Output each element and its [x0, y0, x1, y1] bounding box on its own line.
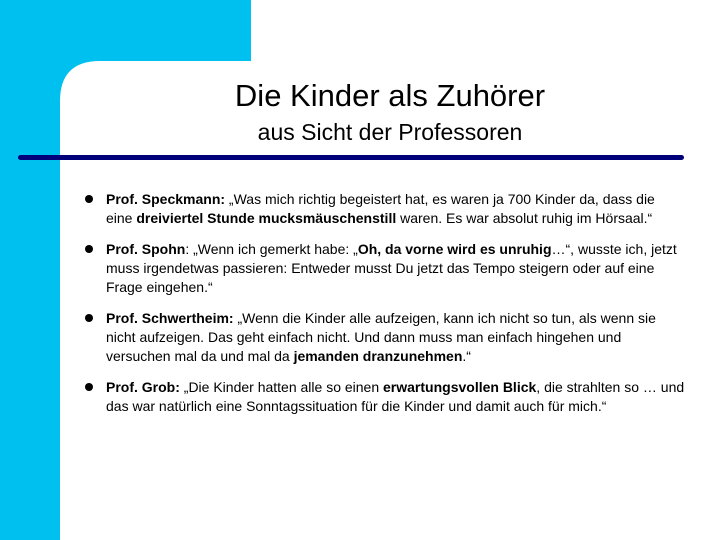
quote-text [106, 241, 677, 295]
quote-text [106, 379, 684, 414]
quote-emphasis: Oh, da vorne wird es unruhig [357, 241, 552, 257]
bullet-dot-icon [85, 383, 93, 391]
slide-title: Die Kinder als Zuhörer [234, 78, 546, 113]
corner-curve-shape [60, 61, 100, 101]
quote-segment: …“, wusste ich, jetzt muss irgendetwas passieren: Entweder musst Du jetzt das Tempo steigern oder auf eine Frage eingehen.“ [106, 241, 677, 295]
list-item [85, 190, 685, 228]
speaker-name: Prof. Spohn [106, 241, 186, 257]
list-item [85, 240, 685, 297]
corner-curve-decoration [60, 61, 100, 101]
quote-emphasis: dreiviertel Stunde mucksmäuschenstill [136, 210, 397, 226]
bullet-dot-icon [85, 314, 93, 322]
quote-segment: , die strahlten so … und das war natürlich eine Sonntagssituation für die Kinder und damit auch für mich.“ [106, 379, 685, 414]
quote-emphasis: erwartungsvollen Blick [383, 379, 537, 395]
list-item [85, 378, 685, 416]
quote-segment: „Die Kinder hatten alle so einen [179, 379, 384, 395]
slide-subtitle: aus Sicht der Professoren [257, 119, 523, 145]
title-divider [18, 155, 684, 160]
quote-segment: waren. Es war absolut ruhig im Hörsaal.“ [396, 210, 653, 226]
speaker-name: Prof. Speckmann: [106, 191, 226, 207]
bullet-dot-icon [85, 245, 93, 253]
top-accent-block [0, 0, 251, 61]
left-accent-bar [0, 0, 60, 540]
quote-text [106, 191, 655, 226]
quote-list [85, 190, 685, 428]
speaker-name: Prof. Schwertheim: [106, 310, 234, 326]
quote-text [106, 310, 656, 364]
list-item [85, 309, 685, 366]
quote-segment: „Was mich richtig begeistert hat, es waren ja 700 Kinder da, dass die eine [106, 191, 655, 226]
bullet-dot-icon [85, 195, 93, 203]
quote-emphasis: jemanden dranzunehmen [293, 348, 463, 364]
quote-segment: : „Wenn ich gemerkt habe: „ [185, 241, 358, 257]
speaker-name: Prof. Grob: [106, 379, 180, 395]
quote-segment: .“ [462, 348, 471, 364]
quote-segment: „Wenn die Kinder alle aufzeigen, kann ich nicht so tun, als wenn sie nicht aufzeigen. Das geht einfach nicht. Und dann muss man einfach hingehen und versuchen mal da und mal da [106, 310, 656, 364]
